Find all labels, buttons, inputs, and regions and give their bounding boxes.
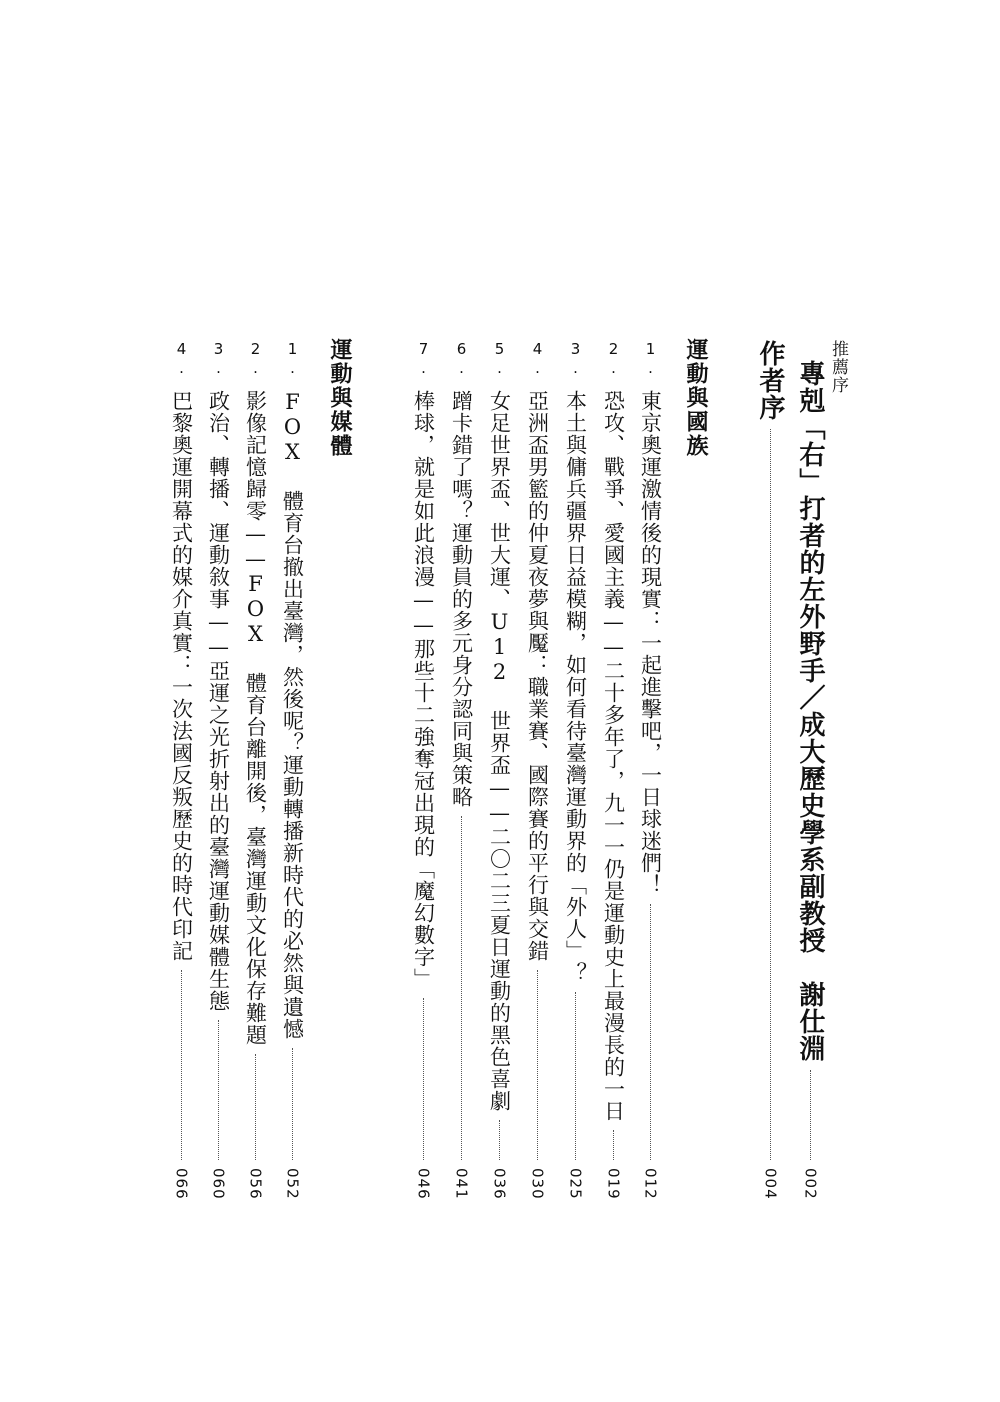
leader-dots [537,970,538,1160]
entry-number: 6. [452,340,471,378]
leader-dots [770,429,771,1160]
entry-number: 3. [209,340,228,378]
page-number: 036 [490,1168,509,1200]
entry-title: 影像記憶歸零——FOX 體育台離開後，臺灣運動文化保存難題 [243,390,268,1046]
entry-number: 3. [566,340,585,378]
toc-entry[interactable] [441,340,481,1200]
entry-title: 女足世界盃、世大運、U12 世界盃——二〇二三夏日運動的黑色喜劇 [487,390,512,1112]
section-heading-nation: 運動與國族 [683,338,708,458]
leader-dots [650,904,651,1160]
entry-title: 棒球，就是如此浪漫——那些十二強奪冠出現的「魔幻數字」 [411,390,436,990]
leader-dots [218,1020,219,1160]
section-heading-media: 運動與媒體 [327,338,352,458]
page-number: 019 [604,1168,623,1200]
entry-title: 政治、轉播、運動敘事——亞運之光折射出的臺灣運動媒體生態 [206,390,231,1012]
toc-entry[interactable] [630,340,670,1200]
page-number: 012 [641,1168,660,1200]
entry-number: 2. [604,340,623,378]
toc-entry[interactable] [161,340,201,1200]
entry-title: 東京奧運激情後的現實：一起進擊吧，一日球迷們！ [638,390,663,896]
entry-title: 本土與傭兵疆界日益模糊，如何看待臺灣運動界的「外人」？ [563,390,588,984]
toc-entry[interactable] [479,340,519,1200]
entry-number: 1. [283,340,302,378]
entry-title: 巴黎奧運開幕式的媒介真實：一次法國反叛歷史的時代印記 [169,390,194,962]
entry-number: 2. [246,340,265,378]
entry-title: 蹭卡錯了嗎？運動員的多元身分認同與策略 [449,390,474,808]
author-preface-title: 作者序 [755,340,785,421]
page-number: 025 [566,1168,585,1200]
foreword-title: 專剋「右」打者的左外野手／成大歷史學系副教授 謝仕淵 [795,360,825,1062]
page-number: 052 [283,1168,302,1200]
leader-dots [499,1120,500,1160]
leader-dots [423,998,424,1160]
entry-number: 7. [414,340,433,378]
page-number: 066 [172,1168,191,1200]
entry-number: 4. [172,340,191,378]
entry-title: 恐攻、戰爭、愛國主義——二十多年了，九一一仍是運動史上最漫長的一日 [601,390,626,1122]
leader-dots [255,1054,256,1160]
page-number: 004 [761,1168,780,1200]
toc-entry[interactable] [198,340,238,1200]
leader-dots [461,816,462,1160]
toc-entry[interactable] [272,340,312,1200]
entry-title: 亞洲盃男籃的仲夏夜夢與魘：職業賽、國際賽的平行與交錯 [525,390,550,962]
entry-number: 4. [528,340,547,378]
toc-entry[interactable] [403,340,443,1200]
leader-dots [575,992,576,1160]
foreword-label: 推薦序 [828,340,848,394]
leader-dots [613,1130,614,1160]
leader-dots [810,1070,811,1160]
entry-number: 5. [490,340,509,378]
leader-dots [292,1048,293,1160]
toc-entry[interactable] [593,340,633,1200]
page-number: 046 [414,1168,433,1200]
author-preface-entry[interactable] [750,340,790,1200]
foreword-entry[interactable] [790,360,830,1200]
page-number: 041 [452,1168,471,1200]
page-number: 060 [209,1168,228,1200]
page-number: 002 [801,1168,820,1200]
page-number: 030 [528,1168,547,1200]
toc-entry[interactable] [555,340,595,1200]
entry-title: FOX 體育台撤出臺灣，然後呢？運動轉播新時代的必然與遺憾 [280,390,305,1040]
page-number: 056 [246,1168,265,1200]
entry-number: 1. [641,340,660,378]
toc-entry[interactable] [517,340,557,1200]
toc-entry[interactable] [235,340,275,1200]
leader-dots [181,970,182,1160]
